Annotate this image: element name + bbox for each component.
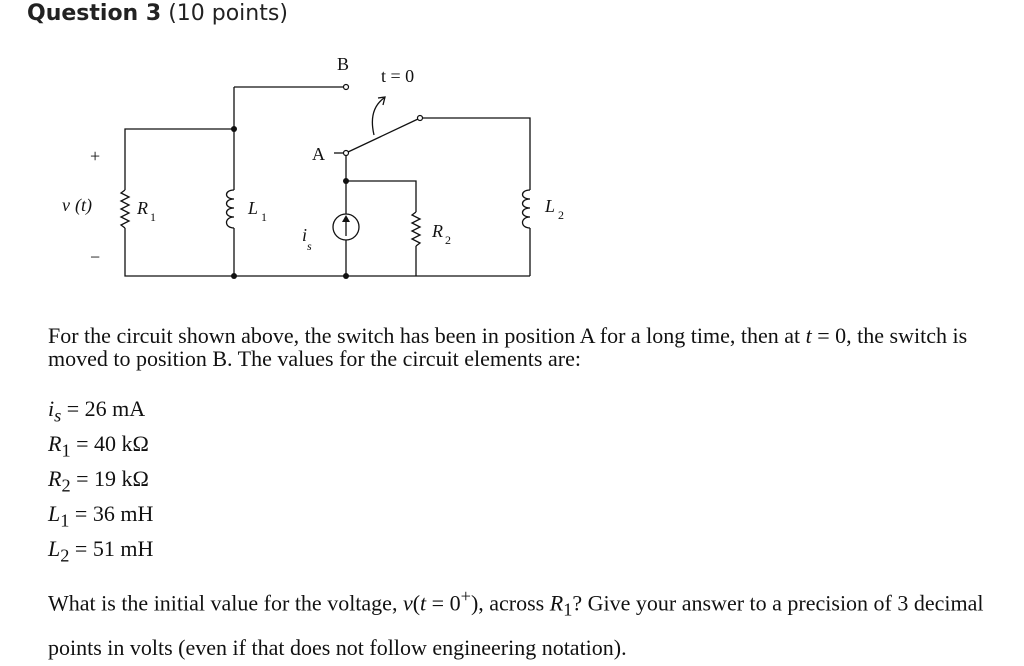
wire-r1-top — [125, 129, 234, 190]
value-amount: = 26 mA — [61, 396, 146, 421]
is-label: i — [302, 225, 308, 245]
value-symbol: i — [48, 396, 55, 421]
prompt-text-2: = 0, the switch is moved to position B. The values for the circuit elements are: — [48, 323, 968, 371]
value-r1 — [48, 430, 153, 465]
v-arg: (t) — [75, 195, 92, 215]
question-points: (10 points) — [168, 1, 288, 26]
value-subscript: 2 — [60, 544, 70, 565]
l2-inductor — [523, 190, 531, 228]
l1-label: L — [248, 198, 259, 218]
junction-dot — [343, 178, 349, 184]
prompt-text-1: For the circuit shown above, the switch has been in position A for a long time, then at — [48, 323, 806, 348]
question-r: R — [549, 590, 564, 616]
prompt-t-variable: t — [805, 323, 812, 348]
switch-arrow — [372, 98, 384, 135]
junction-dot — [231, 273, 237, 279]
switch-time-label: t = 0 — [381, 66, 415, 86]
value-symbol: R — [48, 465, 62, 491]
value-symbol: R — [48, 430, 62, 456]
r2-label: R — [432, 221, 443, 241]
question-title: Question 3 — [27, 1, 162, 26]
wire-r1-bottom — [125, 228, 234, 276]
question-paren-open: ( — [412, 590, 421, 616]
junction-dot — [343, 273, 349, 279]
circuit-diagram — [0, 0, 1024, 320]
wire-l2-top — [420, 118, 530, 190]
l1-subscript: 1 — [261, 210, 267, 224]
question-r-sub: 1 — [563, 599, 573, 620]
question-post: ? Give your answer to a precision of 3 decimal points in volts (even if that does not follow engineering notation). — [48, 590, 984, 660]
switch-blade — [348, 119, 418, 152]
question-paren-close: ), across — [470, 590, 550, 616]
contact-pivot — [418, 116, 423, 121]
contact-a — [344, 151, 349, 156]
polarity-plus: + — [90, 146, 101, 166]
value-subscript: 1 — [60, 510, 70, 531]
r2-subscript: 2 — [445, 233, 451, 247]
value-l2 — [48, 535, 153, 570]
wire-r2-top — [346, 181, 416, 212]
question-eq: = 0 — [426, 590, 461, 616]
value-subscript: 1 — [61, 440, 71, 461]
value-l1 — [48, 500, 153, 535]
polarity-minus: − — [90, 247, 101, 267]
r1-label: R — [137, 198, 148, 218]
value-subscript: s — [54, 405, 62, 426]
source-arrow-head — [342, 215, 350, 222]
l2-label: L — [545, 196, 556, 216]
circuit-wires — [121, 87, 530, 276]
value-subscript: 2 — [61, 475, 71, 496]
r2-resistor — [412, 212, 420, 246]
l1-inductor — [227, 190, 235, 228]
v-label: v — [62, 195, 70, 215]
question-v: v — [402, 590, 413, 616]
value-symbol: L — [48, 500, 61, 526]
element-values — [48, 395, 153, 569]
question-text — [48, 578, 1008, 666]
junction-dot — [231, 126, 237, 132]
value-amount: = 51 mH — [69, 535, 154, 561]
r1-subscript: 1 — [150, 210, 156, 224]
is-subscript: s — [307, 239, 312, 253]
value-amount: = 36 mH — [69, 500, 154, 526]
r1-resistor — [121, 190, 129, 228]
node-b-label: B — [337, 54, 350, 74]
contact-b — [344, 85, 349, 90]
question-t: t — [420, 590, 427, 616]
value-is — [48, 395, 153, 430]
value-amount: = 19 kΩ — [70, 465, 149, 491]
node-a-label: A — [312, 144, 325, 164]
value-symbol: L — [48, 535, 61, 561]
switch-contacts — [344, 85, 423, 156]
value-amount: = 40 kΩ — [70, 430, 149, 456]
value-r2 — [48, 465, 153, 500]
question-sup: + — [460, 586, 471, 606]
l2-subscript: 2 — [558, 208, 564, 222]
question-pre: What is the initial value for the voltage, — [48, 590, 403, 616]
problem-statement — [48, 324, 988, 370]
